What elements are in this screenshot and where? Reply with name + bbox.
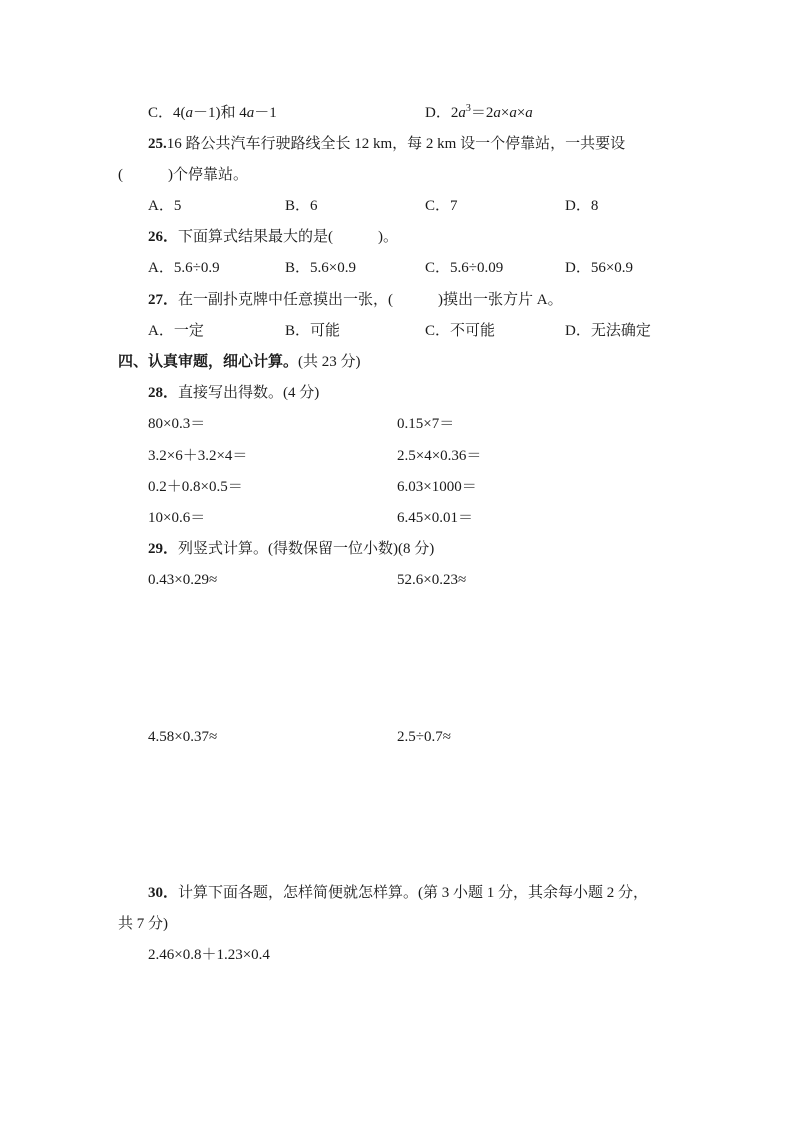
q28-item: 10×0.6＝ [148, 510, 206, 526]
q25-question [148, 134, 625, 154]
q29-item: 2.5÷0.7≈ [397, 729, 451, 745]
q30-question [148, 883, 648, 903]
q29-item: 52.6×0.23≈ [397, 572, 467, 588]
q29-item: 0.43×0.29≈ [148, 572, 218, 588]
q28-item: 6.45×0.01＝ [397, 510, 473, 526]
q27-question [148, 290, 563, 310]
q30-item: 2.46×0.8＋1.23×0.4 [148, 947, 270, 963]
section-title: 四、认真审题，细心计算。 [118, 354, 299, 370]
q28-question [148, 383, 319, 403]
option-text: 2 [450, 105, 459, 121]
option-var: a [509, 105, 517, 121]
q28-item: 80×0.3＝ [148, 416, 206, 432]
option-text: －1)和 4 [193, 105, 247, 121]
q27-option-c: C．不可能 [425, 323, 496, 339]
question-text: 在一副扑克牌中任意摸出一张，( )摸出一张方片 A。 [178, 292, 563, 308]
question-number: 28． [148, 385, 179, 401]
q26-option-d: D．56×0.9 [565, 260, 634, 276]
option-text: × [516, 105, 526, 121]
question-text: 16 路公共汽车行驶路线全长 12 km，每 2 km 设一个停靠站，一共要设 [166, 136, 626, 152]
q26-option-b: B．5.6×0.9 [285, 260, 356, 276]
q28-item: 0.15×7＝ [397, 416, 455, 432]
section-heading [118, 352, 361, 372]
q25-question-cont [118, 165, 248, 185]
q27-option-b: B．可能 [285, 323, 341, 339]
q30-question-cont: 共 7 分) [118, 916, 168, 932]
option-var: a [493, 105, 501, 121]
q26-option-c: C．5.6÷0.09 [425, 260, 504, 276]
option-var: a [525, 105, 533, 121]
option-text: × [500, 105, 510, 121]
question-text: 下面算式结果最大的是( )。 [178, 229, 399, 245]
q24-option-c [148, 103, 277, 123]
question-number: 25. [148, 136, 167, 152]
q29-question [148, 539, 434, 559]
q29-item: 4.58×0.37≈ [148, 729, 218, 745]
option-text: ＝2 [470, 105, 494, 121]
q28-item: 6.03×1000＝ [397, 479, 477, 495]
q26-question [148, 227, 398, 247]
q28-item: 3.2×6＋3.2×4＝ [148, 448, 248, 464]
question-number: 29． [148, 541, 179, 557]
q27-option-a: A．一定 [148, 323, 204, 339]
q25-option-a: A．5 [148, 198, 182, 214]
q25-option-b: B．6 [285, 198, 318, 214]
question-text: 列竖式计算。(得数保留一位小数)(8 分) [178, 541, 435, 557]
option-label: C． [148, 105, 174, 121]
q27-option-d: D．无法确定 [565, 323, 651, 339]
question-number: 30． [148, 885, 179, 901]
section-points: (共 23 分) [298, 354, 361, 370]
question-number: 27． [148, 292, 179, 308]
q25-option-c: C．7 [425, 198, 458, 214]
question-text: 计算下面各题，怎样简便就怎样算。(第 3 小题 1 分，其余每小题 2 分， [178, 885, 649, 901]
question-text: 直接写出得数。(4 分) [178, 385, 320, 401]
q26-option-a: A．5.6÷0.9 [148, 260, 220, 276]
option-var: a [246, 105, 255, 121]
option-text: －1 [254, 105, 277, 121]
q28-item: 2.5×4×0.36＝ [397, 448, 482, 464]
q28-item: 0.2＋0.8×0.5＝ [148, 479, 243, 495]
option-var: a [185, 105, 194, 121]
question-text: ( )个停靠站。 [118, 167, 248, 183]
option-var: a [458, 105, 466, 121]
option-label: D． [425, 105, 451, 121]
q25-option-d: D．8 [565, 198, 599, 214]
q24-option-d [425, 103, 533, 123]
superscript: 3 [465, 103, 471, 114]
question-number: 26． [148, 229, 179, 245]
option-text: 4( [173, 105, 186, 121]
